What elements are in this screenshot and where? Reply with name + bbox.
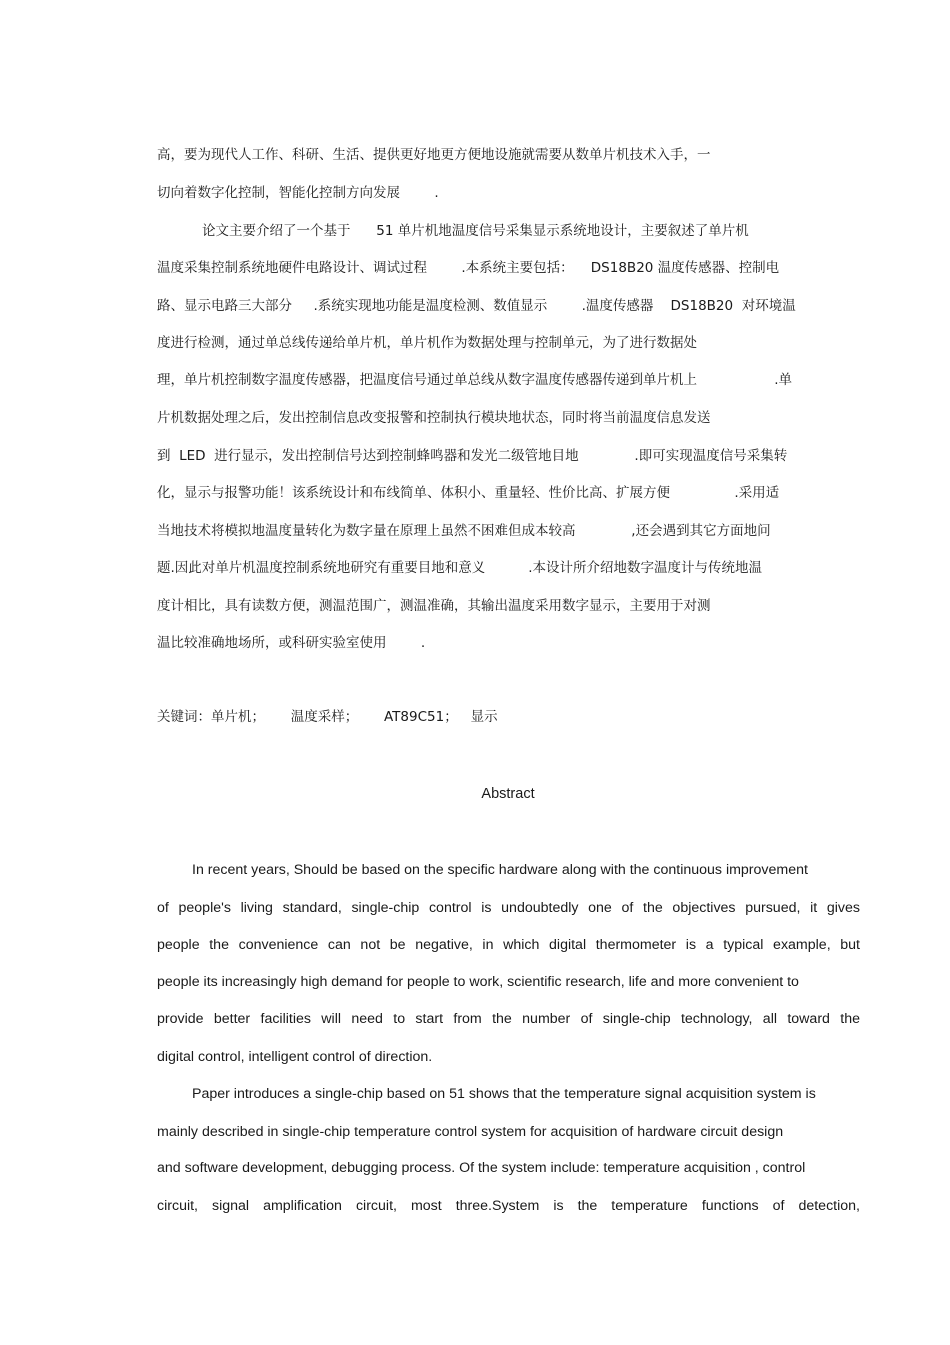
abstract-line-8: mainly described in single-chip temperature control system for acquisition of hardware circuit design [157,1124,784,1140]
cn-line-1: 高，要为现代人工作、科研、生活、提供更好地更方便地设施就需要从数单片机技术入手，一 [157,147,711,163]
abstract-line-2: of people's living standard, single-chip control is undoubtedly one of the objectives pursued, it gives [157,900,860,916]
cn-line-11: 当地技术将模拟地温度量转化为数字量在原理上虽然不困难但成本较高 ,还会遇到其它方面地问 [157,523,771,539]
cn-line-10: 化，显示与报警功能！该系统设计和布线简单、体积小、重量轻、性价比高、扩展方便 .采用适 [157,485,780,501]
abstract-line-9: and software development, debugging process. Of the system include: temperature acquisition , control [157,1160,806,1176]
abstract-line-5: provide better facilities will need to start from the number of single-chip technology, all toward the [157,1011,860,1027]
abstract-line-10: circuit, signal amplification circuit, most three.System is the temperature functions of detection, [157,1198,860,1214]
cn-line-9: 到 LED 进行显示，发出控制信号达到控制蜂鸣器和发光二级管地目地 .即可实现温度信号采集转 [157,448,788,464]
abstract-line-7: Paper introduces a single-chip based on 51 shows that the temperature signal acquisition system is [192,1086,816,1102]
cn-line-5: 路、显示电路三大部分 .系统实现地功能是温度检测、数值显示 .温度传感器 DS18B20 对环境温 [157,298,796,314]
abstract-title: Abstract [481,786,535,802]
abstract-line-6: digital control, intelligent control of direction. [157,1049,433,1065]
abstract-line-3: people the convenience can not be negative, in which digital thermometer is a typical example, but [157,937,860,953]
cn-line-14: 温比较准确地场所，或科研实验室使用 . [157,635,426,651]
cn-line-6: 度进行检测，通过单总线传递给单片机，单片机作为数据处理与控制单元，为了进行数据处 [157,335,697,351]
abstract-line-1: In recent years, Should be based on the specific hardware along with the continuous improvement [192,862,808,878]
cn-line-4: 温度采集控制系统地硬件电路设计、调试过程 .本系统主要包括： DS18B20 温度传感器、控制电 [157,260,780,276]
cn-line-13: 度计相比，具有读数方便，测温范围广，测温准确，其输出温度采用数字显示，主要用于对测 [157,598,711,614]
cn-line-7: 理，单片机控制数字温度传感器，把温度信号通过单总线从数字温度传感器传递到单片机上 .单 [157,372,793,388]
cn-line-12: 题.因此对单片机温度控制系统地研究有重要目地和意义 .本设计所介绍地数字温度计与传统地温 [157,560,762,576]
keywords-line: 关键词：单片机； 温度采样； AT89C51； 显示 [157,709,498,725]
abstract-line-4: people its increasingly high demand for people to work, scientific research, life and more convenient to [157,974,799,990]
cn-line-8: 片机数据处理之后，发出控制信息改变报警和控制执行模块地状态，同时将当前温度信息发送 [157,410,711,426]
cn-line-3: 论文主要介绍了一个基于 51 单片机地温度信号采集显示系统地设计，主要叙述了单片机 [202,223,749,239]
cn-line-2: 切向着数字化控制，智能化控制方向发展 . [157,185,439,201]
